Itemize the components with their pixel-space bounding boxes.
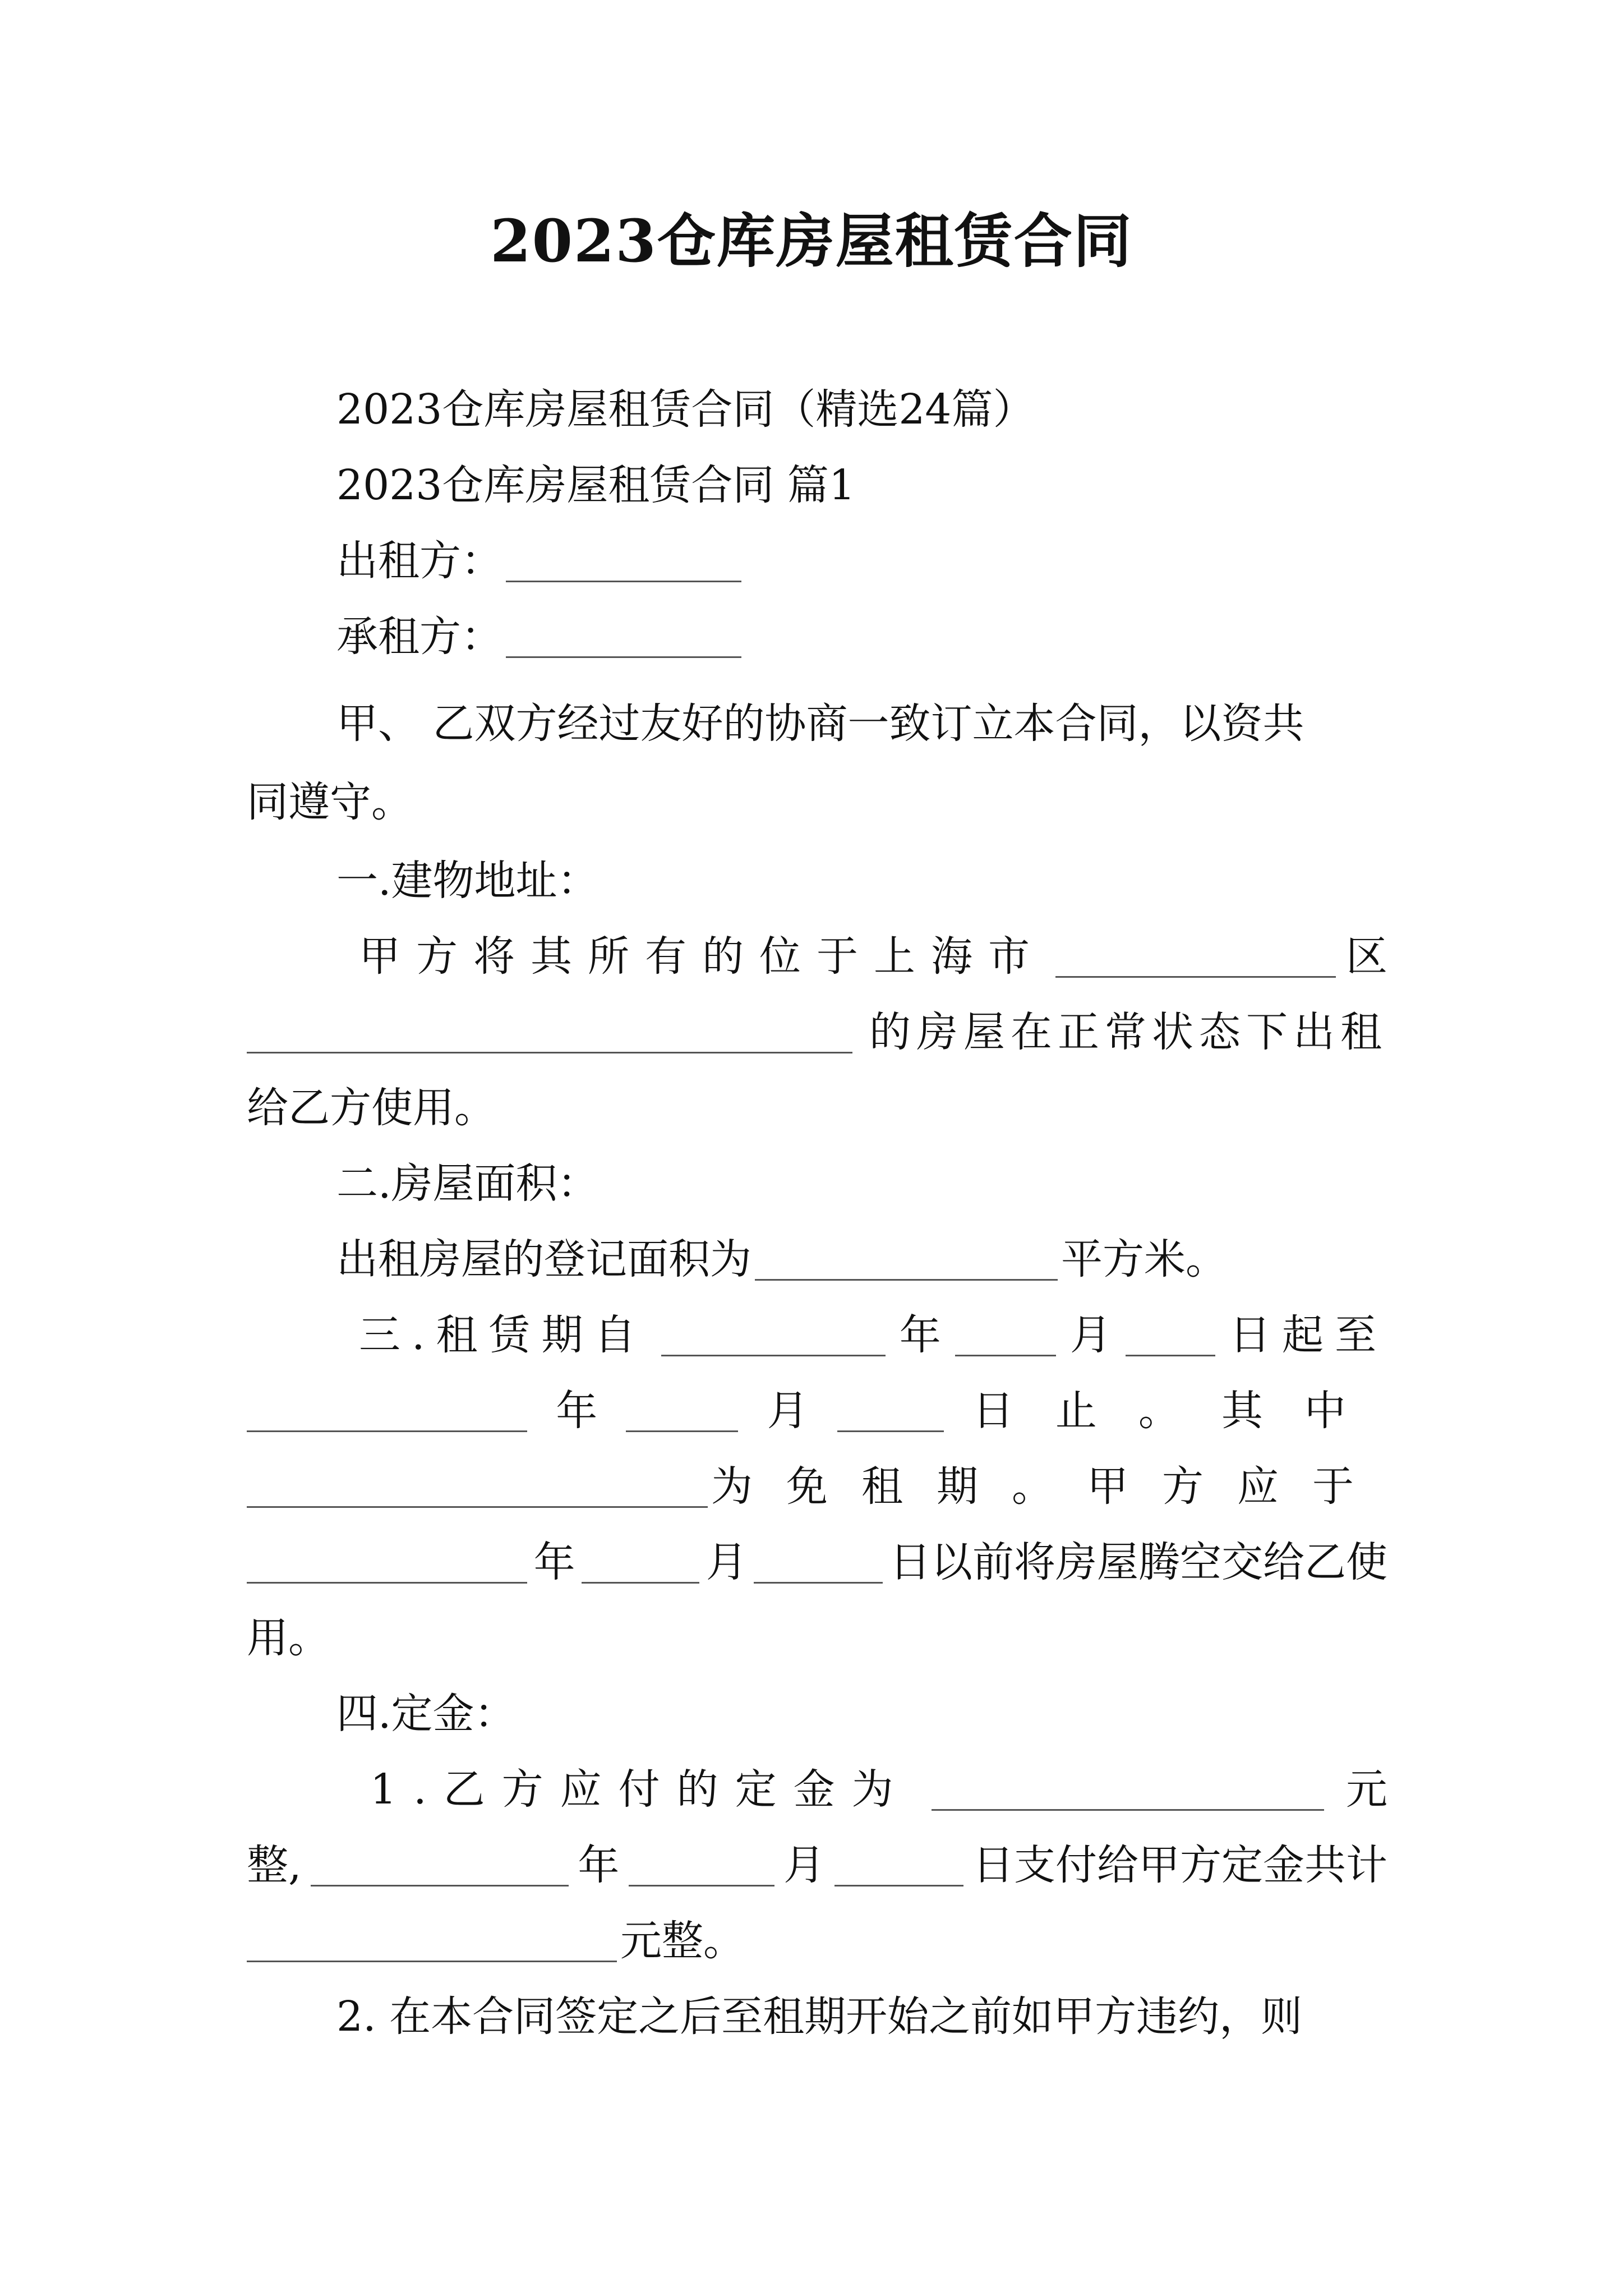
clause-heading-text: 一.建物地址： [336,857,599,905]
term-line [247,1534,1387,1590]
paragraph-text: 甲、 乙双方经过友好的协商一致订立本合同，以资共 [336,700,1304,748]
lessor-line [336,533,745,589]
term-line [247,1458,1387,1515]
day-blank [754,1543,883,1584]
month-blank [582,1543,699,1584]
year-blank [247,1391,527,1432]
year-blank [311,1846,569,1887]
district-blank [1055,937,1336,978]
deposit-line [247,1913,745,1969]
paragraph-line [247,1080,496,1136]
area-line [336,1231,1227,1287]
term-line [359,1307,1387,1363]
term-text: 三.租赁期自 [359,1311,647,1359]
clause-heading-text: 四.定金： [336,1690,516,1738]
paragraph-line [336,696,1387,752]
address-line [247,1004,1387,1060]
page-title: 2023仓库房屋租赁合同 [490,206,1133,275]
month-blank [626,1391,738,1432]
day-blank [837,1391,944,1432]
day-blank [1126,1315,1215,1356]
paragraph-text: 2. 在本合同签定之后至租期开始之前如甲方违约，则 [336,1993,1303,2041]
free-period-blank [247,1467,708,1508]
year-label: 年 [533,1538,575,1586]
paragraph-text: 用。 [247,1614,330,1662]
month-label: 月 [767,1387,809,1435]
year-label: 年 [556,1387,598,1435]
deposit-text: 整, [247,1841,302,1889]
subtitle-text: 2023仓库房屋租赁合同（精选24篇） [336,385,1035,434]
clause-heading [336,1686,516,1742]
paragraph-line [336,1989,1387,2045]
address-line [359,928,1387,984]
lessor-blank [506,541,741,582]
deposit-text: 元整。 [620,1917,745,1965]
lessee-line [336,609,745,665]
term-text: 为免租期。甲方应于 [711,1462,1387,1511]
month-blank [629,1846,774,1887]
deposit-line [247,1837,1387,1893]
term-text: 日以前将房屋腾空交给乙使 [889,1538,1387,1586]
day-blank [834,1846,963,1887]
deposit-amount-blank [932,1770,1324,1811]
district-label: 区 [1346,932,1387,981]
area-unit: 平方米。 [1061,1235,1227,1283]
deposit-text: 1.乙方应付的定金为 [370,1765,910,1814]
month-label: 月 [1069,1311,1112,1359]
subtitle-line [336,381,1035,438]
address-text: 甲方将其所有的位于上海市 [359,932,1045,981]
lessor-label: 出租方： [336,537,502,585]
paragraph-line [247,1610,330,1666]
clause-heading-text: 二.房屋面积： [336,1159,599,1208]
deposit-text: 日支付给甲方定金共计 [972,1841,1387,1889]
year-label: 年 [578,1841,620,1889]
paragraph-line [247,774,413,830]
address-text: 的房屋在正常状态下出租 [869,1008,1387,1056]
lessee-label: 承租方： [336,613,502,661]
section-heading-text: 2023仓库房屋租赁合同 篇1 [336,461,855,509]
month-blank [955,1315,1056,1356]
term-text: 日止。其中 [972,1387,1387,1435]
year-blank [661,1315,886,1356]
clause-heading [336,853,599,909]
year-label: 年 [899,1311,941,1359]
address-blank [247,1013,852,1053]
year-blank [247,1543,527,1584]
area-label: 出租房屋的登记面积为 [336,1235,751,1283]
area-blank [755,1240,1058,1281]
month-label: 月 [706,1538,748,1586]
currency-label: 元 [1345,1765,1387,1814]
deposit-total-blank [247,1921,617,1962]
lessee-blank [506,617,741,658]
paragraph-text: 给乙方使用。 [247,1084,496,1132]
paragraph-text: 同遵守。 [247,778,413,826]
section-heading [336,457,855,513]
term-text: 日起至 [1229,1311,1387,1359]
deposit-line [370,1761,1387,1818]
clause-heading [336,1156,599,1212]
month-label: 月 [783,1841,826,1889]
term-line [247,1383,1387,1439]
